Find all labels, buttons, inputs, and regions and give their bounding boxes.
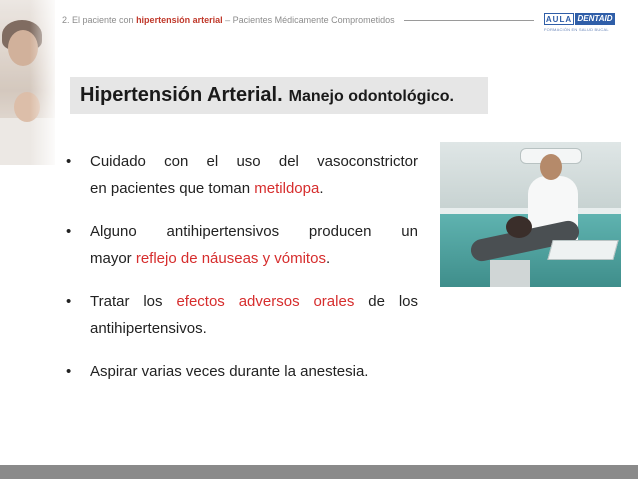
logo-dentaid: DENTAID — [575, 13, 615, 25]
logo-subtitle: FORMACIÓN EN SALUD BUCAL — [544, 27, 609, 32]
header-divider — [404, 20, 534, 21]
bullet-dot: • — [66, 223, 72, 240]
dentist-treating-patient-photo — [440, 142, 621, 287]
bullet-list — [66, 148, 418, 401]
header-highlight: hipertensión arterial — [136, 15, 223, 25]
slide-header — [62, 15, 395, 25]
bullet-line: Alguno antihipertensivos producen un — [90, 223, 418, 240]
bullet-line: en pacientes que toman metildopa. — [90, 180, 324, 197]
highlight-text: efectos adversos orales — [176, 293, 355, 310]
bullet-item — [66, 288, 418, 342]
bullet-dot: • — [66, 363, 72, 380]
bullet-item — [66, 358, 418, 385]
bullet-item — [66, 218, 418, 272]
highlight-text: reflejo de náuseas y vómitos — [135, 250, 326, 267]
highlight-text: metildopa — [254, 180, 320, 197]
bullet-line: antihipertensivos. — [90, 320, 207, 337]
aula-dentaid-logo — [544, 13, 616, 35]
bullet-dot: • — [66, 293, 72, 310]
bullet-line: Aspirar varias veces durante la anestesia. — [90, 363, 369, 380]
bullet-line: Tratar los efectos adversos orales de los — [90, 293, 418, 310]
photo-fade — [30, 0, 60, 165]
bullet-line: mayor reflejo de náuseas y vómitos. — [90, 250, 331, 267]
header-suffix: – Pacientes Médicamente Comprometidos — [222, 15, 395, 25]
title-sub: Manejo odontológico. — [288, 87, 454, 105]
slide-title — [70, 77, 488, 114]
title-main: Hipertensión Arterial. — [80, 84, 283, 106]
bullet-item — [66, 148, 418, 202]
logo-aula: AULA — [545, 15, 573, 24]
header-prefix: 2. El paciente con — [62, 15, 137, 25]
bullet-dot: • — [66, 153, 72, 170]
bullet-line: Cuidado con el uso del vasoconstrictor — [90, 153, 418, 170]
footer-bar — [0, 465, 638, 479]
